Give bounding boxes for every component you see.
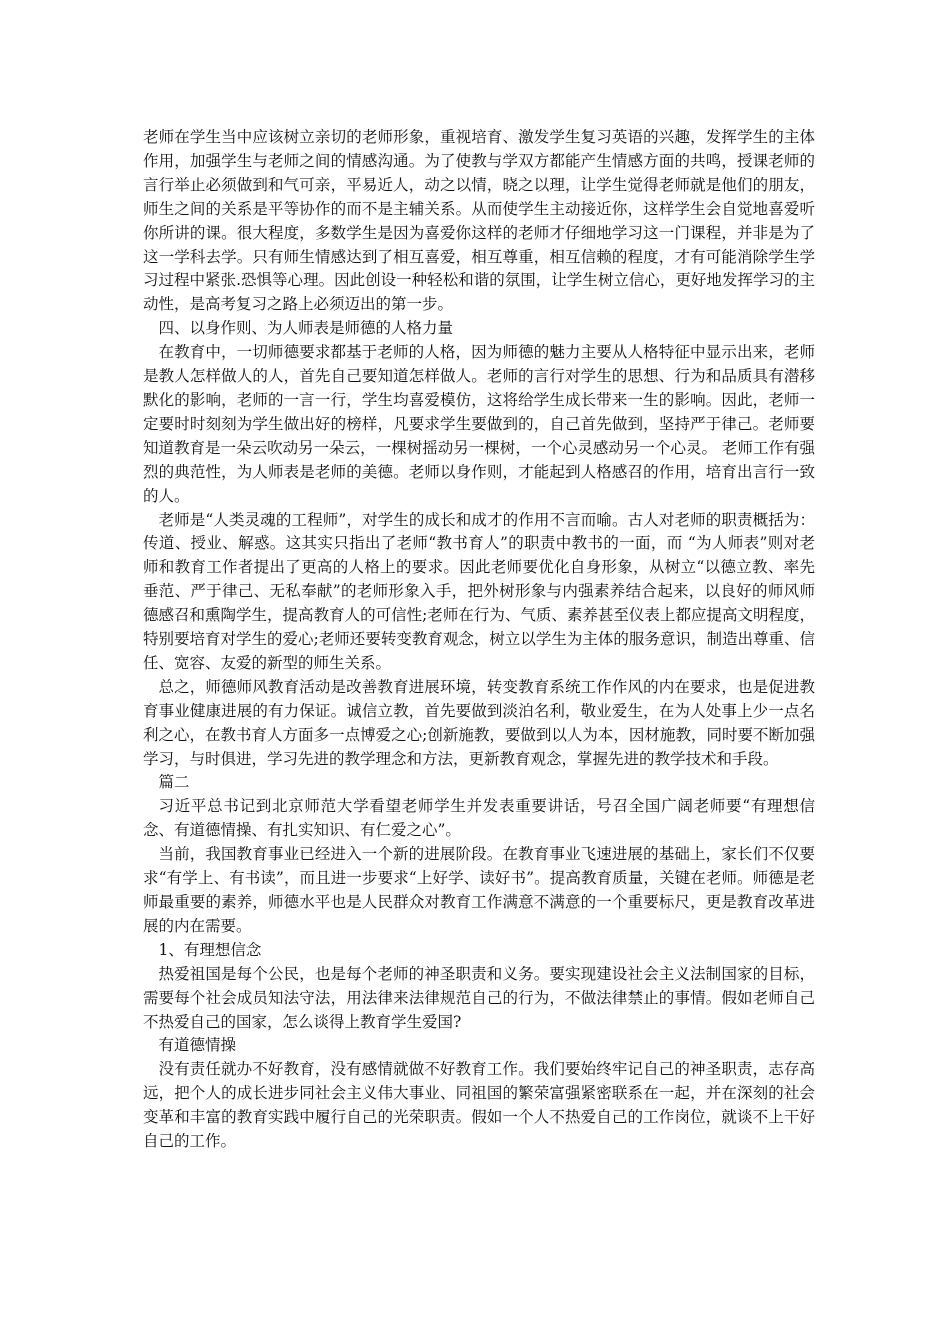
paragraph-patriotism: 热爱祖国是每个公民，也是每个老师的神圣职责和义务。要实现建设社会主义法制国家的目标，需要每个社会成员知法守法，用法律来法律规范自己的行为，不做法律禁止的事情。假如老师自己不热爱自己的国家，怎么谈得上教育学生爱国? [143,964,815,1031]
paragraph-summary: 总之，师德师风教育活动是改善教育进展环境，转变教育系统工作作风的内在要求，也是促进教育事业健康进展的有力保证。诚信立教，首先要做到淡泊名利，敬业爱生，在为人处事上少一点名利之心，在教书育人方面多一点博爱之心;创新施教，要做到以人为本，因材施教，同时要不断加强学习，与时俱进，学习先进的教学理念和方法，更新教育观念，掌握先进的教学技术和手段。 [143,677,815,768]
paragraph-speech: 习近平总书记到北京师范大学看望老师学生并发表重要讲话，号召全国广阔老师要“有理想信念、有道德情操、有扎实知识、有仁爱之心”。 [143,797,815,840]
document-body [143,126,815,1154]
paragraph-responsibility: 没有责任就办不好教育，没有感情就做不好教育工作。我们要始终牢记自己的神圣职责，志存高远，把个人的成长进步同社会主义伟大事业、同祖国的繁荣富强紧密联系在一起，并在深刻的社会变革和丰富的教育实践中履行自己的光荣职责。假如一个人不热爱自己的工作岗位，就谈不上干好自己的工作。 [143,1060,815,1151]
paragraph-personality: 在教育中，一切师德要求都基于老师的人格，因为师德的魅力主要从人格特征中显示出来，老师是教人怎样做人的人，首先自己要知道怎样做人。老师的言行对学生的思想、行为和品质具有潜移默化的影响，老师的一言一行，学生均喜爱模仿，这将给学生成长带来一生的影响。因此，老师一定要时时刻刻为学生做出好的榜样，凡要求学生要做到的，自己首先做到，坚持严于律己。老师要知道教育是一朵云吹动另一朵云，一棵树摇动另一棵树，一个心灵感动另一个心灵。 老师工作有强烈的典范性，为人师表是老师的美德。老师以身作则，才能起到人格感召的作用，培育出言行一致的人。 [143,343,815,505]
subheading-morality: 有道德情操 [158,1036,237,1055]
section-heading-4: 四、以身作则、为人师表是师德的人格力量 [158,319,454,338]
paragraph-teacher-image: 老师在学生当中应该树立亲切的老师形象，重视培育、激发学生复习英语的兴趣，发挥学生的主体作用，加强学生与老师之间的情感沟通。为了使教与学双方都能产生情感方面的共鸣，授课老师的言行举止必须做到和气可亲，平易近人，动之以情，晓之以理，让学生觉得老师就是他们的朋友，师生之间的关系是平等协作的而不是主辅关系。从而使学生主动接近你，这样学生会自觉地喜爱听你所讲的课。很大程度，多数学生是因为喜爱你这样的老师才仔细地学习这一门课程，并非是为了这一学科去学。只有师生情感达到了相互喜爱，相互尊重，相互信赖的程度，才有可能消除学生学习过程中紧张.恐惧等心理。因此创设一种轻松和谐的氛围，让学生树立信心，更好地发挥学习的主动性，是高考复习之路上必须迈出的第一步。 [143,128,815,314]
section-heading-part-two: 篇二 [158,773,190,792]
paragraph-current-stage: 当前，我国教育事业已经进入一个新的进展阶段。在教育事业飞速进展的基础上，家长们不仅要求“有学上、有书读”，而且进一步要求“上好学、读好书”。提高教育质量，关键在老师。师德是老师最重要的素养，师德水平也是人民群众对教育工作满意不满意的一个重要标尺，更是教育改革进展的内在需要。 [143,845,815,935]
subheading-ideals: 1、有理想信念 [158,940,262,959]
paragraph-soul-engineer: 老师是“人类灵魂的工程师”，对学生的成长和成才的作用不言而喻。古人对老师的职责概括为：传道、授业、解惑。这其实只指出了老师“教书育人”的职责中教书的一面，而 “为人师表”则对老师和教育工作者提出了更高的人格上的要求。因此老师要优化自身形象，从树立“以德立教、率先垂范、严于律己、无私奉献”的老师形象入手，把外树形象与内强素养结合起来，以良好的师风师德感召和熏陶学生，提高教育人的可信性;老师在行为、气质、素养甚至仪表上都应提高文明程度，特别要培育对学生的爱心;老师还要转变教育观念，树立以学生为主体的服务意识，制造出尊重、信任、宽容、友爱的新型的师生关系。 [143,510,815,672]
